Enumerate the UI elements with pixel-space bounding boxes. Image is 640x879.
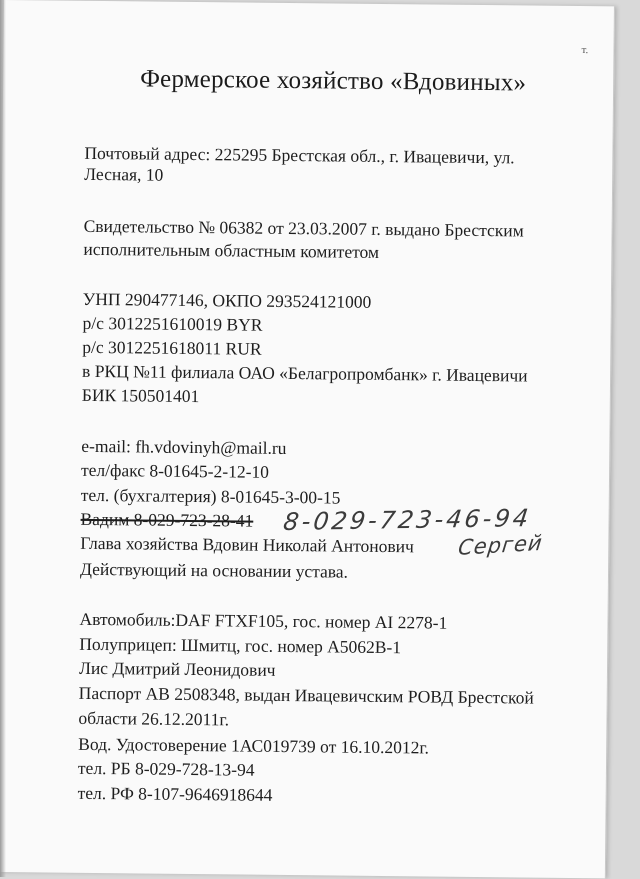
email: e-mail: fh.vdovinyh@mail.ru — [81, 435, 287, 458]
bik: БИК 150501401 — [81, 384, 200, 407]
driver-license: Вод. Удостоверение 1АС019739 от 16.10.2012г. — [78, 733, 430, 758]
account-byr: р/с 3012251610019 BYR — [82, 312, 263, 335]
driver-name: Лис Дмитрий Леонидович — [78, 657, 276, 680]
passport-line-2: области 26.12.2011г. — [78, 707, 230, 730]
address-line-1: Почтовый адрес: 225295 Брестская обл., г. Ивацевичи, ул. — [84, 142, 515, 168]
certificate-line-2: исполнительным областным комитетом — [83, 238, 380, 262]
truck: Автомобиль:DAF FTXF105, гос. номер AI 2278-1 — [79, 608, 448, 633]
address-line-2: Лесная, 10 — [84, 163, 164, 185]
document-title: Фермерское хозяйство «Вдовиных» — [140, 65, 527, 97]
corner-mark: т. — [581, 44, 589, 57]
unp-okpo: УНП 290477146, ОКПО 293524121000 — [82, 288, 372, 312]
vadim-phone-struck: Вадим 8-029-723-28-41 — [80, 508, 254, 531]
handwritten-name: Сергей — [456, 530, 545, 560]
acting-basis: Действующий на основании устава. — [79, 558, 349, 582]
tel-rb: тел. РБ 8-029-728-13-94 — [77, 757, 255, 780]
account-rur: р/с 3012251618011 RUR — [82, 336, 262, 359]
passport-line-1: Паспорт АВ 2508348, выдан Ивацевичским РОВД Брестской — [78, 682, 534, 708]
handwritten-phone: 8-029-723-46-94 — [281, 504, 533, 536]
trailer: Полуприцеп: Шмитц, гос. номер А5062В-1 — [79, 633, 402, 658]
certificate-line-1: Свидетельство № 06382 от 23.03.2007 г. выдано Брестским — [83, 215, 524, 241]
scan-edge-shadow — [0, 0, 6, 877]
head-of-farm: Глава хозяйства Вдовин Николай Антонович — [80, 532, 414, 557]
bank-name: в РКЦ №11 филиала ОАО «Белагропромбанк» г. Ивацевичи — [82, 360, 528, 386]
tel-accounting: тел. (бухгалтерия) 8-01645-3-00-15 — [80, 484, 341, 508]
tel-rf: тел. РФ 8-107-9646918644 — [77, 782, 273, 805]
tel-fax: тел/факс 8-01645-2-12-10 — [80, 459, 270, 482]
